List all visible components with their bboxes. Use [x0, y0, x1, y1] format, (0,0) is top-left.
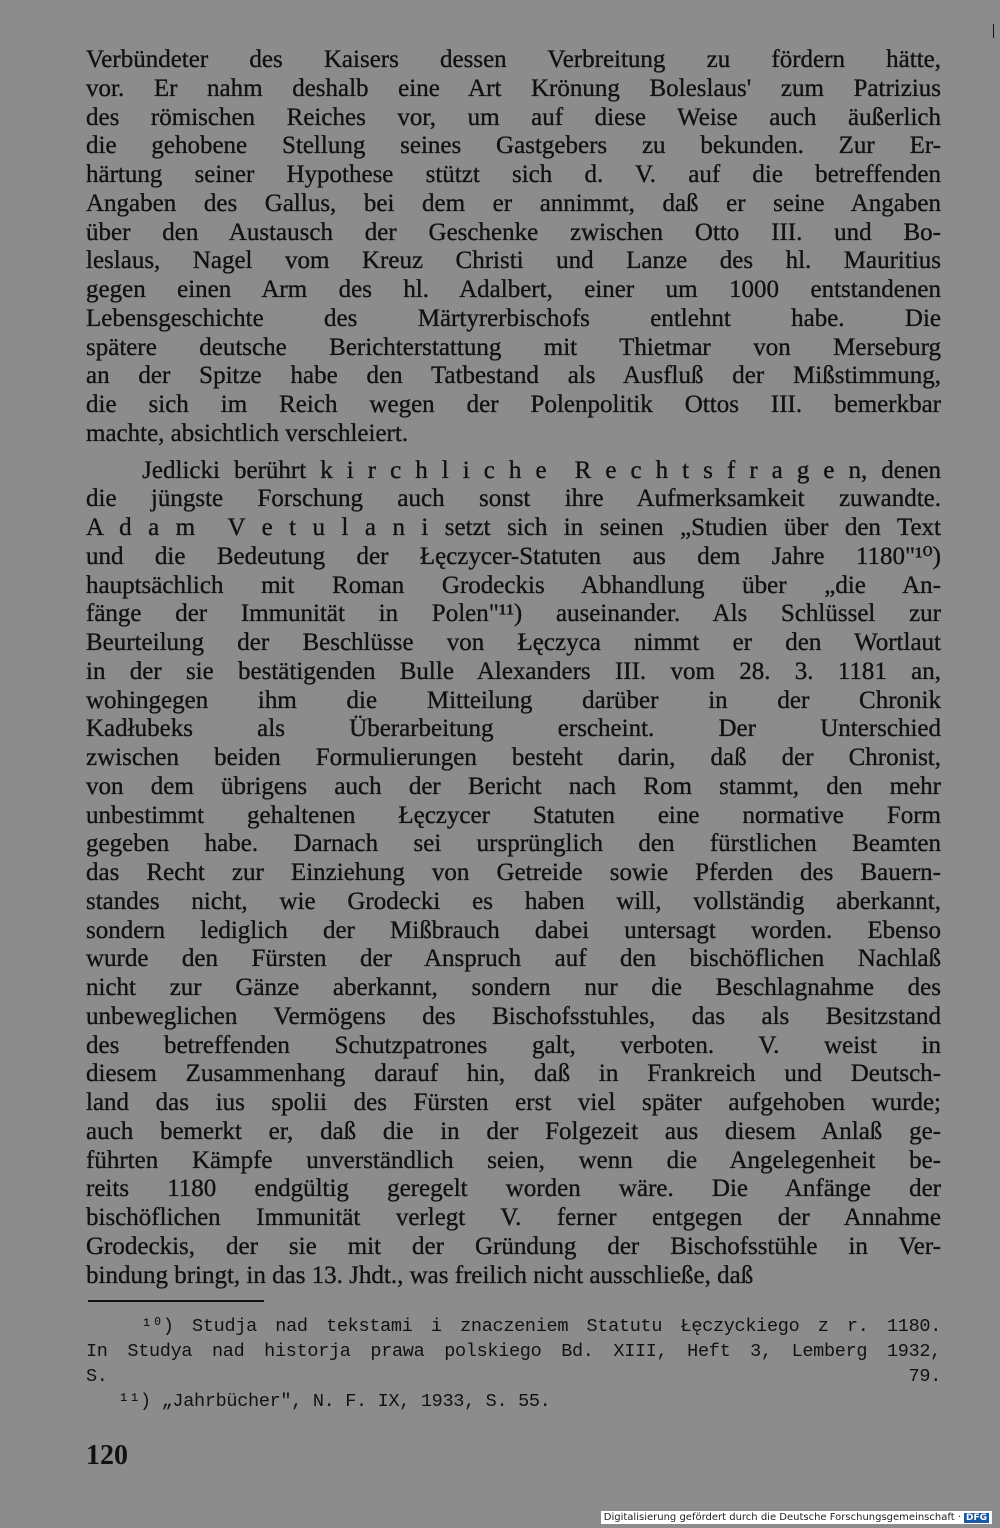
text-line: machte, absichtlich verschleiert. [86, 419, 409, 447]
text-line: von dem übrigens auch der Bericht nach Rom stammt, den mehr [86, 772, 941, 800]
text-line: vor. Er nahm deshalb eine Art Krönung Boleslaus' zum Patrizius [86, 74, 941, 102]
text-line: und die Bedeutung der Łęczycer-Statuten aus dem Jahre 1180"¹⁰) [86, 542, 941, 570]
text-line: hauptsächlich mit Roman Grodeckis Abhandlung über „die An- [86, 571, 941, 599]
text-line: ¹¹) „Jahrbücher", N. F. IX, 1933, S. 55. [86, 1391, 551, 1413]
text-line: das Recht zur Einziehung von Getreide sowie Pferden des Bauern- [86, 859, 941, 886]
text-line: an der Spitze habe den Tatbestand als Ausfluß der Mißstimmung, [86, 362, 941, 390]
text-line: des betreffenden Schutzpatrones galt, verboten. V. weist in [86, 1031, 941, 1059]
text-line: Kadłubeks als Überarbeitung erscheint. Der Unterschied [86, 715, 941, 743]
text-line: A d a m V e t u l a n i setzt sich in seinen „Studien über den Text [86, 514, 941, 541]
text-line: diesem Zusammenhang darauf hin, daß in Frankreich und Deutsch- [86, 1060, 941, 1088]
text-line: S. 79. [86, 1366, 941, 1388]
text-line: sondern lediglich der Mißbrauch dabei untersagt worden. Ebenso [86, 916, 941, 944]
dfg-logo: DFG [965, 1512, 987, 1523]
text-line: Verbündeter des Kaisers dessen Verbreitung zu fördern hätte, [86, 46, 941, 73]
text-line: härtung seiner Hypothese stützt sich d. V. auf die betreffenden [86, 161, 941, 188]
text-line: des römischen Reiches vor, um auf diese Weise auch äußerlich [86, 103, 941, 131]
edge-mark [993, 24, 994, 38]
text-line: spätere deutsche Berichterstattung mit Thietmar von Merseburg [86, 333, 941, 361]
text-line: die sich im Reich wegen der Polenpolitik Ottos III. bemerkbar [86, 391, 941, 418]
text-line: reits 1180 endgültig geregelt worden wäre. Die Anfänge der [86, 1175, 941, 1203]
text-line: Angaben des Gallus, bei dem er annimmt, daß er seine Angaben [86, 189, 941, 217]
text-line: land das ius spolii des Fürsten erst viel später aufgehoben wurde; [86, 1089, 941, 1116]
page-text [86, 46, 941, 1414]
text-line: wurde den Fürsten der Anspruch auf den bischöflichen Nachlaß [86, 945, 941, 973]
text-line: standes nicht, wie Grodecki es haben will, vollständig aberkannt, [86, 887, 941, 915]
text-line: zwischen beiden Formulierungen besteht darin, daß der Chronist, [86, 744, 941, 771]
paragraph-2 [86, 457, 941, 1291]
page-number: 120 [86, 1440, 128, 1471]
paragraph-1 [86, 46, 941, 449]
text-line: die gehobene Stellung seines Gastgebers zu bekunden. Zur Er- [86, 132, 941, 160]
text-line: gegeben habe. Darnach sei ursprünglich den fürstlichen Beamten [86, 830, 941, 858]
text-line: Beurteilung der Beschlüsse von Łęczyca nimmt er den Wortlaut [86, 629, 941, 656]
text-line: unbeweglichen Vermögens des Bischofsstuhles, das als Besitzstand [86, 1002, 941, 1030]
digitization-credit [601, 1511, 992, 1524]
text-line: bischöflichen Immunität verlegt V. ferner entgegen der Annahme [86, 1204, 941, 1231]
text-line: In Studya nad historja prawa polskiego Bd. XIII, Heft 3, Lemberg 1932, [86, 1341, 941, 1363]
text-line: leslaus, Nagel vom Kreuz Christi und Lanze des hl. Mauritius [86, 247, 941, 275]
text-line: die jüngste Forschung auch sonst ihre Aufmerksamkeit zuwandte. [86, 485, 941, 513]
text-line: fänge der Immunität in Polen"¹¹) auseinander. Als Schlüssel zur [86, 600, 941, 628]
text-line: auch bemerkt er, daß die in der Folgezeit aus diesem Anlaß ge- [86, 1117, 941, 1145]
footnotes [86, 1314, 941, 1414]
text-line: in der sie bestätigenden Bulle Alexanders III. vom 28. 3. 1181 an, [86, 657, 941, 685]
text-line: über den Austausch der Geschenke zwischen Otto III. und Bo- [86, 218, 941, 246]
text-line: Grodeckis, der sie mit der Gründung der Bischofsstühle in Ver- [86, 1232, 941, 1260]
text-line: Lebensgeschichte des Märtyrerbischofs entlehnt habe. Die [86, 304, 941, 332]
text-line: wohingegen ihm die Mitteilung darüber in der Chronik [86, 686, 941, 714]
text-line: unbestimmt gehaltenen Łęczycer Statuten eine normative Form [86, 801, 941, 829]
footnote-rule [88, 1300, 264, 1302]
text-line: bindung bringt, in das 13. Jhdt., was freilich nicht ausschließe, daß [86, 1261, 754, 1289]
credit-text: Digitalisierung gefördert durch die Deutsche Forschungsgemeinschaft · [603, 1512, 961, 1523]
text-line: gegen einen Arm des hl. Adalbert, einer um 1000 entstandenen [86, 276, 941, 303]
text-line: nicht zur Gänze aberkannt, sondern nur die Beschlagnahme des [86, 974, 941, 1001]
text-line: ¹⁰) Studja nad tekstami i znaczeniem Statutu Łęczyckiego z r. 1180. [86, 1316, 941, 1338]
paragraph-gap [86, 449, 941, 457]
text-line: Jedlicki berührt k i r c h l i c h e R e c h t s f r a g e n, denen [86, 456, 941, 484]
text-line: führten Kämpfe unverständlich seien, wenn die Angelegenheit be- [86, 1146, 941, 1174]
